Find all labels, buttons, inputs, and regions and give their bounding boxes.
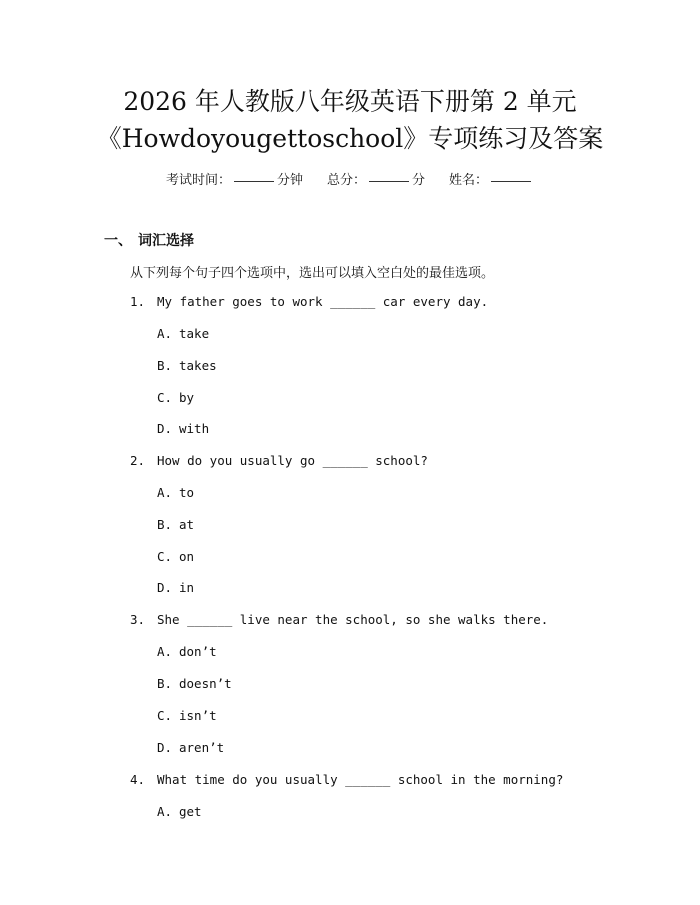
question-3-option-b (157, 676, 232, 691)
question-number: 2. (130, 453, 146, 468)
option-letter: A. (157, 485, 173, 500)
exam-time-blank (234, 181, 274, 182)
question-3-option-d (157, 740, 224, 755)
option-text: on (179, 549, 195, 564)
option-text: don’t (179, 644, 217, 659)
option-letter: B. (157, 358, 173, 373)
exam-meta (0, 169, 700, 188)
question-text: What time do you usually ______ school in the morning? (157, 772, 564, 787)
section-number: 一、 (104, 233, 132, 249)
question-2-option-a (157, 485, 194, 500)
option-letter: D. (157, 740, 173, 755)
document-title-line1: 2026 年人教版八年级英语下册第 2 单元 (123, 87, 577, 116)
option-text: aren’t (179, 740, 225, 755)
question-3-option-a (157, 644, 217, 659)
total-score-label: 总分： (326, 173, 366, 188)
option-letter: A. (157, 644, 173, 659)
option-letter: D. (157, 580, 173, 595)
option-text: take (179, 326, 210, 341)
option-letter: A. (157, 804, 173, 819)
document-title-line2: 《Howdoyougettoschool》专项练习及答案 (96, 124, 604, 153)
question-1-option-b (157, 358, 217, 373)
exam-time-unit: 分钟 (276, 173, 303, 188)
section-title: 词汇选择 (138, 233, 194, 249)
question-2 (130, 453, 428, 468)
question-2-option-d (157, 580, 194, 595)
name-blank (491, 181, 531, 182)
option-letter: C. (157, 708, 173, 723)
question-text: She ______ live near the school, so she walks there. (157, 612, 549, 627)
option-text: in (179, 580, 195, 595)
option-text: doesn’t (179, 676, 232, 691)
question-text: My father goes to work ______ car every day. (157, 294, 489, 309)
question-1-option-d (157, 421, 209, 436)
option-text: at (179, 517, 195, 532)
option-letter: A. (157, 326, 173, 341)
total-score-blank (369, 181, 409, 182)
option-letter: B. (157, 517, 173, 532)
question-2-option-b (157, 517, 194, 532)
option-letter: C. (157, 549, 173, 564)
total-score-unit: 分 (412, 173, 426, 188)
question-2-option-c (157, 549, 194, 564)
question-3 (130, 612, 548, 627)
name-field (449, 169, 534, 188)
option-letter: D. (157, 421, 173, 436)
question-text: How do you usually go ______ school? (157, 453, 428, 468)
question-number: 1. (130, 294, 146, 309)
question-3-option-c (157, 708, 217, 723)
exam-time-label: 考试时间： (165, 173, 231, 188)
question-1-option-a (157, 326, 209, 341)
section-heading (104, 230, 194, 250)
question-1 (130, 294, 488, 309)
option-letter: C. (157, 390, 173, 405)
option-text: with (179, 421, 210, 436)
section-instruction: 从下列每个句子四个选项中，选出可以填入空白处的最佳选项。 (130, 266, 495, 281)
option-text: takes (179, 358, 217, 373)
total-score-field (327, 169, 425, 188)
question-1-option-c (157, 390, 194, 405)
question-number: 4. (130, 772, 146, 787)
question-4 (130, 772, 563, 787)
question-4-option-a (157, 804, 202, 819)
option-text: isn’t (179, 708, 217, 723)
exam-time-field (166, 169, 303, 188)
option-text: to (179, 485, 195, 500)
option-text: by (179, 390, 195, 405)
option-letter: B. (157, 676, 173, 691)
name-label: 姓名： (449, 173, 489, 188)
option-text: get (179, 804, 202, 819)
question-number: 3. (130, 612, 146, 627)
